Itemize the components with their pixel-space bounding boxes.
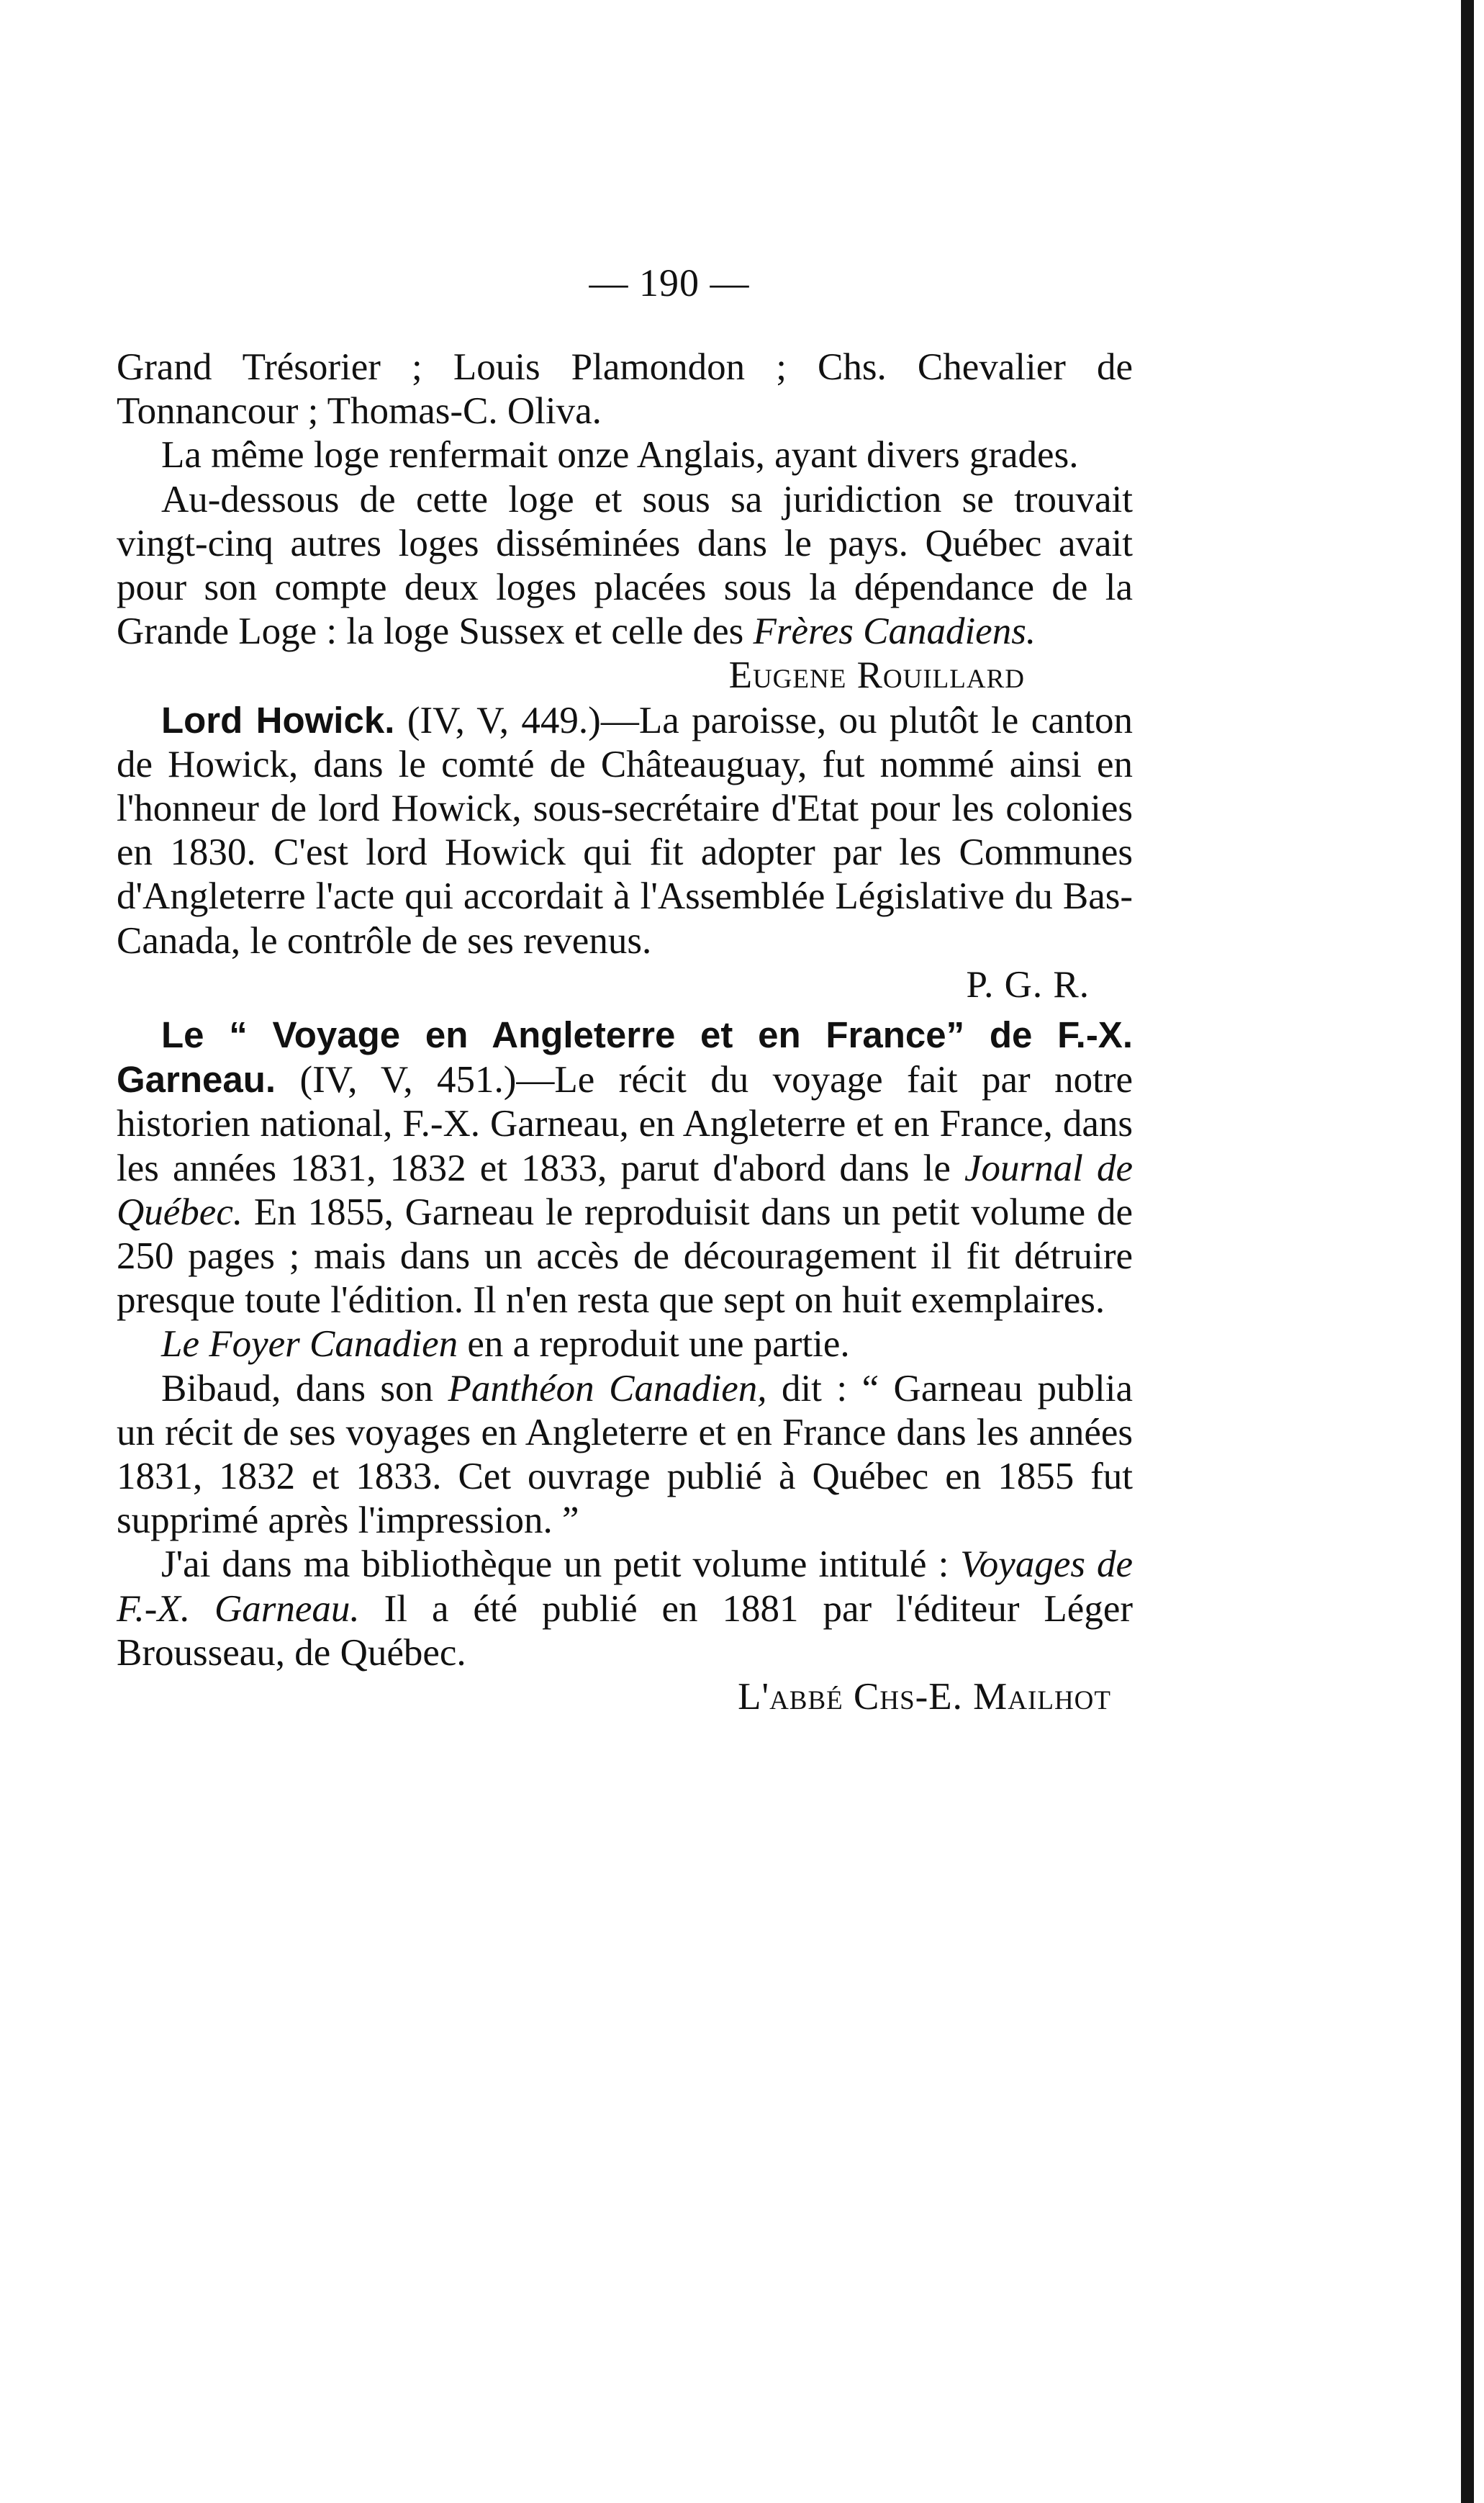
paragraph-text: J'ai dans ma bibliothèque un petit volume intitulé : [161, 1543, 961, 1586]
italic-title: Panthéon Canadien, [448, 1367, 767, 1410]
italic-title: Frères Canadiens. [753, 610, 1036, 653]
italic-title: Le Foyer Canadien [161, 1323, 458, 1366]
entry-text: (IV, V, 451.)—Le récit du voyage fait par notre historien national, F.-X. Garneau, en Angleterre et en France, dans les années 1831, 1832 et 1833, parut d'abord dans le [117, 1059, 1133, 1189]
entry-voyage-garneau [117, 1013, 1133, 1322]
page-body [117, 346, 1133, 1719]
paragraph-text: Grand Trésorier ; Louis Plamondon ; Chs. Chevalier de Tonnancour ; Thomas-C. Oliva. [117, 346, 1133, 433]
signature-rouillard: Eugene Rouillard [728, 654, 1025, 697]
paragraph-text: Au-dessous de cette loge et sous sa juridiction se trouvait vingt-cinq autres loges disséminées dans le pays. Québec avait pour son compte deux loges placées sous la dépendance de la Grande Loge : la loge Sussex et celle des [117, 478, 1133, 653]
signature-pgr: P. G. R. [966, 963, 1090, 1006]
entry-text: (IV, V, 449.)—La paroisse, ou plutôt le canton de Howick, dans le comté de Châteauguay, fut nommé ainsi en l'honneur de lord Howick, sous-secrétaire d'Etat pour les colonies en 1830. C'est lord Howick qui fit adopter par les Communes d'Angleterre l'acte qui accordait à l'Assemblée Législative du Bas-Canada, le contrôle de ses revenus. [117, 699, 1133, 962]
paragraph-loge-anglais [117, 433, 1133, 477]
paragraph-bibaud [117, 1367, 1133, 1543]
paragraph-text: Il a été publié en 1881 par l'éditeur Léger Brousseau, de Québec. [117, 1587, 1133, 1674]
signature-mailhot: L'abbé Chs-E. Mailhot [738, 1676, 1111, 1718]
paragraph-loges-jurisdiction [117, 478, 1133, 654]
paragraph-treasurer [117, 346, 1133, 433]
page-number: — 190 — [589, 261, 750, 305]
spacer [117, 1007, 1133, 1013]
entry-lord-howick [117, 698, 1133, 963]
paragraph-bibliotheque [117, 1543, 1133, 1675]
entry-title: Le “ Voyage en Angleterre et en France” de F.-X. Garneau. [117, 1014, 1133, 1101]
paragraph-text: en a reproduit une partie. [458, 1323, 850, 1366]
italic-title: Journal de Québec. [117, 1147, 1133, 1233]
entry-text: En 1855, Garneau le reproduisit dans un petit volume de 250 pages ; mais dans un accès de découragement il fit détruire presque toute l'édition. Il n'en resta que sept on huit exemplaires. [117, 1191, 1133, 1322]
paragraph-foyer-canadien [117, 1322, 1133, 1366]
paragraph-text: La même loge renfermait onze Anglais, ayant divers grades. [161, 434, 1079, 477]
paragraph-text: dit : “ Garneau publia un récit de ses voyages en Angleterre et en France dans les années 1831, 1832 et 1833. Cet ouvrage publié à Québec en 1855 fut supprimé après l'impression. ” [117, 1367, 1133, 1542]
entry-title: Lord Howick. [161, 699, 395, 741]
page-edge-bar [1461, 0, 1474, 2503]
italic-title: Voyages de F.-X. Garneau. [117, 1543, 1133, 1630]
paragraph-text: Bibaud, dans son [161, 1367, 448, 1410]
